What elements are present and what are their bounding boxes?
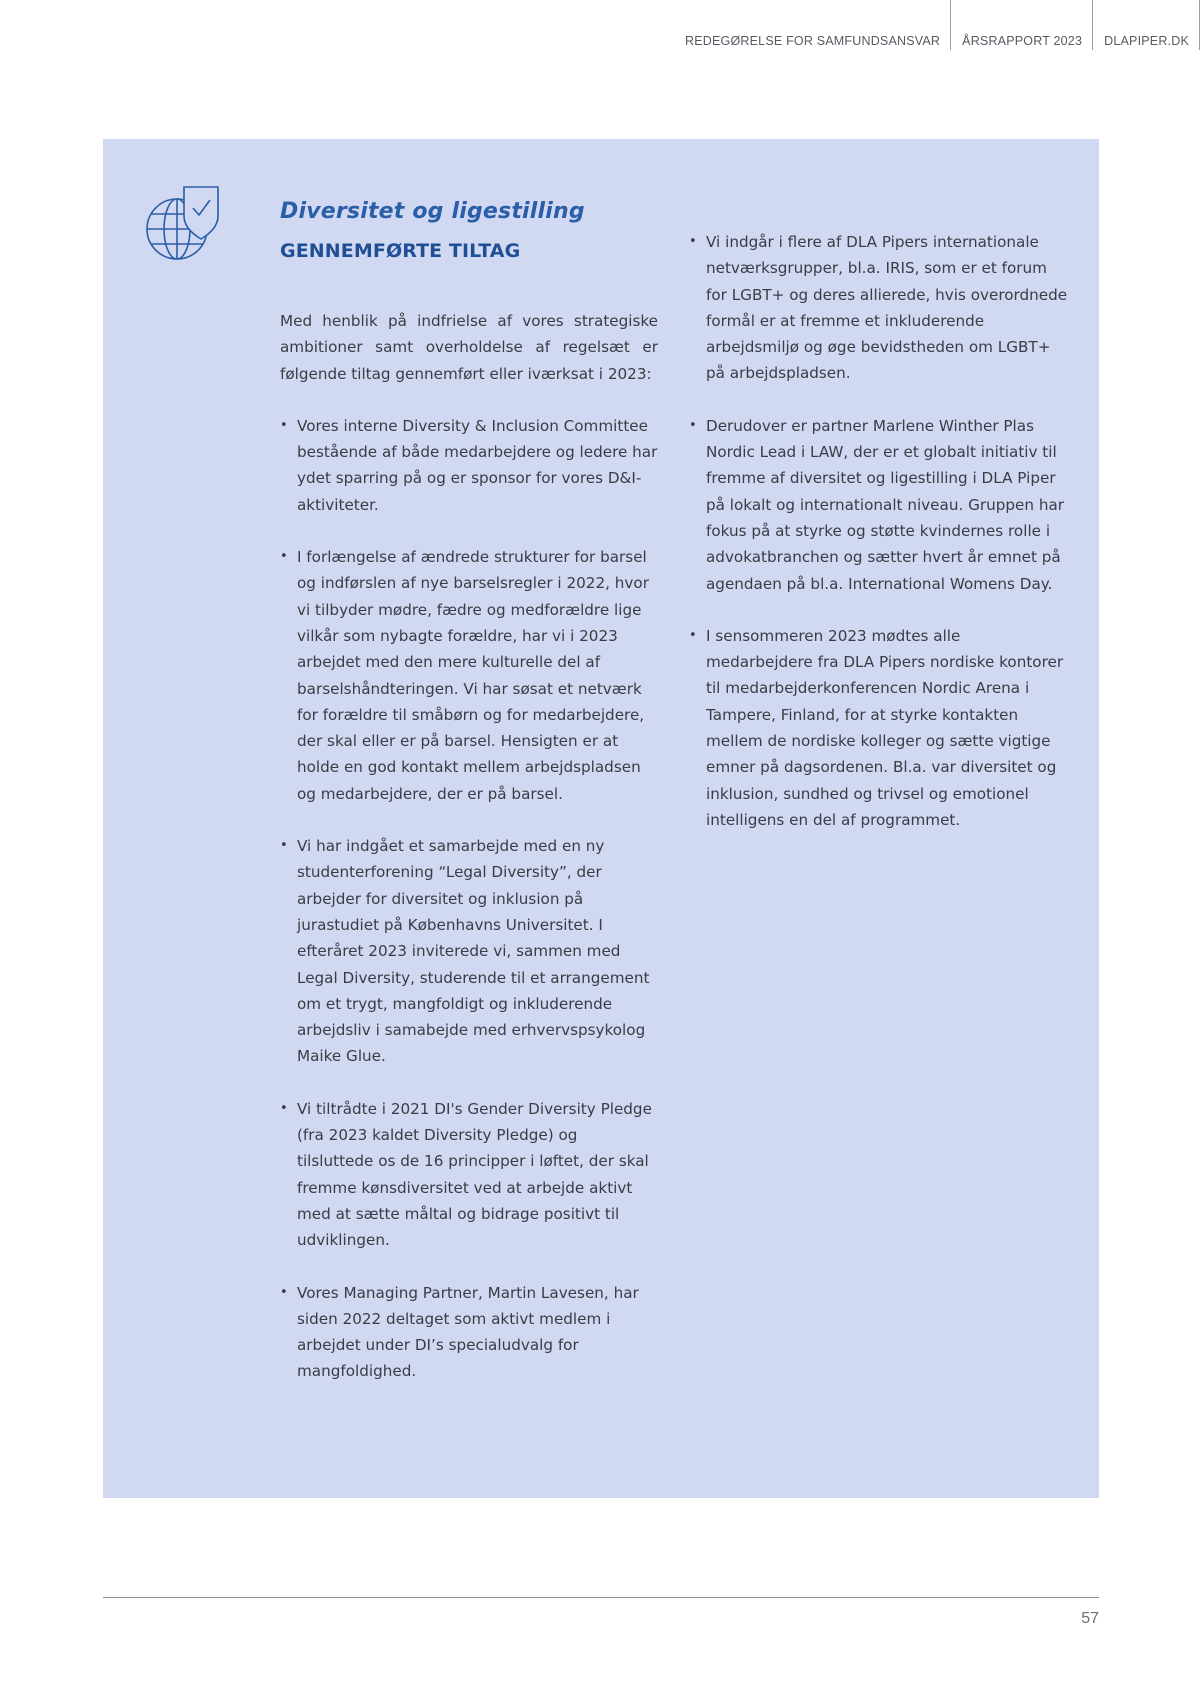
bullet-dot: • [689, 234, 697, 249]
list-item: • Derudover er partner Marlene Winther Plas Nordic Lead i LAW, der er et globalt initiativ til fremme af diversitet og ligestilling i DLA Piper på lokalt og internationalt niveau. Gruppen har fokus på at styrke og støtte kvindernes rolle i advokatbranchen og sætter hvert år emnet på agendaen på bl.a. International Womens Day. [689, 413, 1069, 597]
page-number: 57 [1081, 1610, 1099, 1627]
section-subtitle: GENNEMFØRTE TILTAG [280, 240, 521, 262]
bullet-dot: • [689, 417, 697, 433]
bullet-dot: • [280, 417, 288, 433]
nav-website[interactable]: DLAPIPER.DK [1093, 0, 1200, 50]
bullet-dot: • [280, 549, 288, 565]
list-item: • Vi tiltrådte i 2021 DI's Gender Diversity Pledge (fra 2023 kaldet Diversity Pledge) og tilsluttede os de 16 principper i løftet, der skal fremme kønsdiversitet ved at arbejde aktivt med at sætte måltal og bidrage positivt til udviklingen. [280, 1096, 658, 1254]
top-navigation [685, 0, 1200, 50]
left-column [280, 308, 658, 1411]
right-column [689, 229, 1069, 859]
list-item: • Vi har indgået et samarbejde med en ny studenterforening “Legal Diversity”, der arbejder for diversitet og inklusion på jurastudiet på Københavns Universitet. I efteråret 2023 inviterede vi, sammen med Legal Diversity, studerende til et arrangement om et trygt, mangfoldigt og inkluderende arbejdsliv i samabejde med erhvervspsykolog Maike Glue. [280, 833, 658, 1070]
bullet-dot: • [280, 1100, 288, 1116]
section-title: Diversitet og ligestilling [280, 199, 585, 224]
list-item: • I sensommeren 2023 mødtes alle medarbejdere fra DLA Pipers nordiske kontorer til medarbejderkonferencen Nordic Arena i Tampere, Finland, for at styrke kontakten mellem de nordiske kolleger og sætte vigtige emner på dagsordenen. Bl.a. var diversitet og inklusion, sundhed og trivsel og emotionel intelligens en del af programmet. [689, 623, 1069, 833]
bullet-dot: • [689, 627, 697, 643]
bullet-dot: • [280, 1284, 288, 1300]
nav-annual-report[interactable]: ÅRSRAPPORT 2023 [951, 0, 1093, 50]
list-item: • Vores Managing Partner, Martin Lavesen, har siden 2022 deltaget som aktivt medlem i arbejdet under DI’s specialudvalg for mangfoldighed. [280, 1280, 658, 1385]
list-item: • Vi indgår i flere af DLA Pipers internationale netværksgrupper, bl.a. IRIS, som er et forum for LGBT+ og deres allierede, hvis overordnede formål er at fremme et inkluderende arbejdsmiljø og øge bevidstheden om LGBT+ på arbejdspladsen. [689, 229, 1069, 387]
intro-paragraph: Med henblik på indfrielse af vores strategiske ambitioner samt overholdelse af regelsæt er følgende tiltag gennemført eller iværksat i 2023: [280, 312, 658, 383]
bullet-dot: • [280, 838, 288, 854]
globe-shield-check-icon [144, 184, 220, 264]
nav-csr-report[interactable]: REDEGØRELSE FOR SAMFUNDSANSVAR [685, 0, 951, 50]
right-bullet-list [689, 229, 1069, 833]
list-item: • Vores interne Diversity & Inclusion Committee bestående af både medarbejdere og ledere har ydet sparring på og er sponsor for vores D&I-aktiviteter. [280, 413, 658, 518]
footer-divider [103, 1597, 1099, 1598]
left-bullet-list [280, 413, 658, 1385]
list-item: • I forlængelse af ændrede strukturer for barsel og indførslen af nye barselsregler i 2022, hvor vi tilbyder mødre, fædre og medforældre lige vilkår som nybagte forældre, har vi i 2023 arbejdet med den mere kulturelle del af barselshåndteringen. Vi har søsat et netværk for forældre til småbørn og for medarbejdere, der skal eller er på barsel. Hensigten er at holde en god kontakt mellem arbejdspladsen og medarbejdere, der er på barsel. [280, 544, 658, 807]
